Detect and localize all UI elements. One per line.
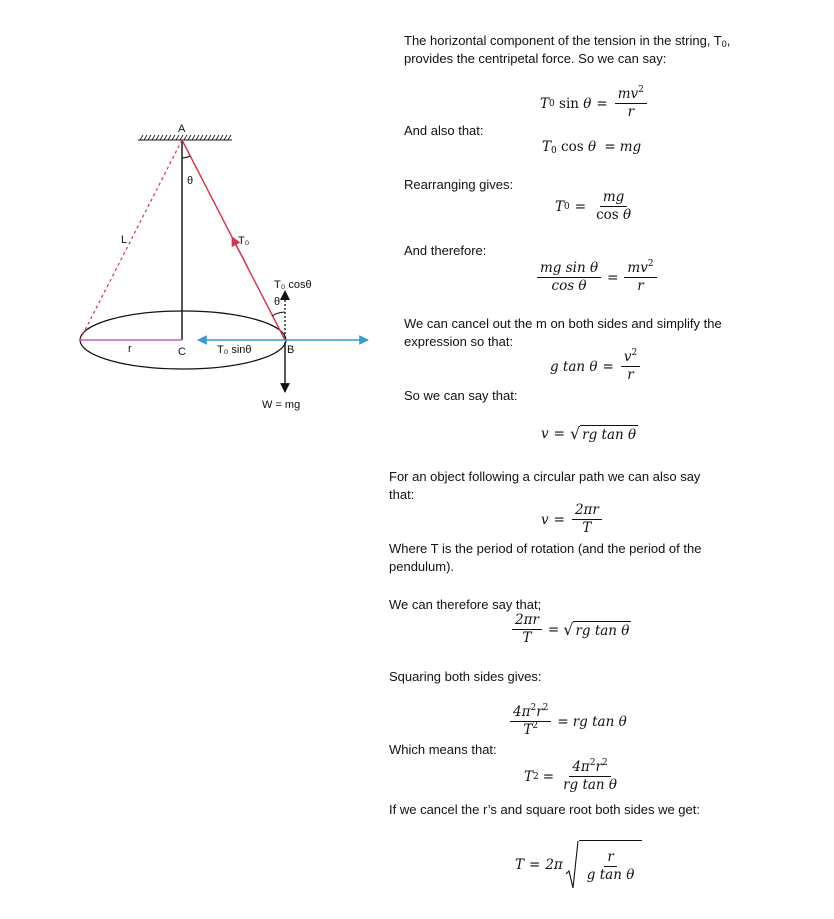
we-therefore-text: We can therefore say that; (389, 597, 542, 612)
e3-T: T (555, 198, 565, 215)
e8-fraction (512, 613, 542, 646)
e9-sq-den: 2 (532, 721, 539, 731)
where-line-1: Where T is the period of rotation (and the period of the (389, 541, 702, 556)
intro-line-1 (404, 32, 730, 50)
label-weight: W = mg (262, 399, 301, 411)
label-L: L (121, 234, 128, 246)
equation-5 (550, 350, 642, 383)
e11-lhs: T (515, 857, 525, 873)
e1-T: T (540, 95, 550, 112)
theta-arc-top (182, 156, 190, 158)
e10-num-a: 4π (572, 759, 590, 775)
e3-den-theta: θ (622, 207, 632, 223)
e1-eq: = (596, 95, 608, 112)
e11-coef: 2π (545, 857, 563, 873)
label-T0-sin: T₀ sinθ (217, 344, 252, 356)
where-line-2: pendulum). (389, 559, 455, 574)
equation-4 (535, 261, 659, 294)
e5-eq: = (602, 358, 614, 375)
e2-sub: 0 (551, 146, 557, 156)
circular-line-2: that: (389, 487, 415, 502)
e10-sq-a: 2 (589, 758, 596, 768)
equation-11 (515, 840, 642, 890)
e4-num: mg sin θ (537, 261, 601, 278)
e2-eq: = (604, 139, 616, 155)
e4-fraction-left (537, 261, 601, 294)
ceiling-hatch (138, 135, 232, 140)
e4-fraction-right (624, 261, 656, 294)
equation-2 (542, 139, 641, 155)
e6-lhs: v (541, 425, 549, 442)
e8-sqrt: √ rg tan θ (563, 620, 630, 639)
equation-6 (541, 424, 638, 443)
e8-num: 2πr (512, 613, 542, 630)
conical-pendulum-diagram (0, 0, 380, 440)
e3-fraction (593, 190, 634, 223)
rearranging-text: Rearranging gives: (404, 177, 514, 192)
equation-3: T 0 = $\frac{mg}{\text{cos θ}}$ (555, 190, 636, 223)
squaring-text: Squaring both sides gives: (389, 669, 542, 684)
label-T0-cos: T₀ cosθ (274, 279, 312, 291)
e2-rhs: mg (619, 139, 642, 155)
cancel-r-text: If we cancel the r’s and square root both sides we get: (389, 802, 700, 817)
e1-theta: θ (583, 95, 592, 112)
theta-arc-b (272, 312, 285, 316)
label-T0: T₀ (238, 235, 250, 247)
dashed-string-left (80, 140, 182, 340)
e7-eq: = (553, 511, 565, 528)
e9-sq-b: 2 (542, 703, 549, 713)
e7-lhs: v (541, 511, 549, 528)
e3-eq: = (574, 198, 587, 215)
e4-eq: = (607, 269, 619, 286)
e10-num-b: r (595, 759, 603, 775)
intro-end: , (726, 33, 731, 48)
equation-7 (541, 503, 604, 536)
e5-fraction (621, 350, 640, 383)
label-r: r (128, 343, 132, 355)
e4-rden: r (637, 278, 644, 294)
e5-den: r (627, 367, 634, 383)
e11-sqrt (565, 840, 643, 890)
e11-num: r (604, 850, 616, 867)
e5-sq: 2 (631, 348, 638, 358)
e1-num: mv (617, 86, 639, 102)
label-A: A (178, 123, 186, 135)
equation-1: T 0 sin θ = $\frac{mv^2}{r}$ (540, 87, 649, 120)
e1-fn: sin (554, 95, 584, 112)
e7-fraction (572, 503, 602, 536)
e9-sq-a: 2 (530, 703, 537, 713)
e10-lhs: T (524, 768, 534, 785)
e4-sq: 2 (647, 259, 654, 269)
e9-num-a: 4π (513, 704, 531, 720)
label-C: C (178, 346, 186, 358)
e7-num: 2πr (572, 503, 602, 520)
e5-num: v (623, 349, 632, 365)
e6-eq: = (553, 425, 565, 442)
e2-fn: cos (556, 139, 588, 155)
cancel-line-2: expression so that: (404, 334, 514, 349)
cancel-line-1: We can cancel out the m on both sides and simplify the (404, 316, 722, 331)
e4-rnum: mv (627, 260, 648, 276)
label-B: B (287, 344, 295, 356)
e1-den: r (627, 104, 635, 120)
which-text: Which means that: (389, 742, 497, 757)
intro-line-2: provides the centripetal force. So we can say: (404, 51, 667, 66)
label-theta-b: θ (274, 296, 281, 308)
circular-line-1: For an object following a circular path we can also say (389, 469, 701, 484)
e3-den-fn: cos (596, 207, 623, 223)
equation-9 (508, 705, 627, 738)
e8-eq: = (547, 621, 560, 638)
intro-sub: 0 (721, 39, 727, 49)
label-theta-top: θ (187, 175, 194, 187)
intro-text: The horizontal component of the tension in the string, T (404, 33, 722, 48)
e4-den: cos θ (551, 278, 587, 294)
e3-num: mg (600, 190, 627, 207)
e1-sq: 2 (638, 85, 644, 95)
e1-fraction (615, 87, 647, 120)
e9-den: T (523, 722, 533, 738)
e8-den: T (522, 630, 532, 646)
vertical-component-arrowhead (280, 290, 290, 300)
e2-T: T (542, 139, 552, 155)
e9-rhs: rg tan θ (572, 713, 627, 730)
e10-sq-b: 2 (602, 758, 608, 768)
e9-num-b: r (536, 704, 543, 720)
e2-theta: θ (587, 139, 597, 155)
so-we-text: So we can say that: (404, 388, 518, 403)
equation-10: T 2 = $\frac{4\pi^2r^2}{\text{rg tan θ}}$ (524, 760, 622, 793)
also-text: And also that: (404, 123, 484, 138)
e11-den: g tan θ (586, 867, 635, 883)
e11-eq: = (529, 857, 541, 873)
e6-rad: rg tan θ (582, 426, 637, 443)
e11-radical-sign (565, 840, 579, 890)
e5-lhs: g tan θ (550, 358, 598, 375)
equation-8 (510, 613, 631, 646)
e7-den: T (582, 520, 592, 536)
e10-fraction (560, 760, 620, 793)
e9-fraction (510, 705, 551, 738)
e6-sqrt: √ rg tan θ (569, 424, 637, 443)
e10-den: rg tan θ (563, 777, 618, 793)
therefore-text: And therefore: (404, 243, 487, 258)
e9-eq: = (557, 713, 569, 730)
e11-fraction (584, 850, 638, 883)
e10-eq: = (542, 768, 555, 785)
e8-rad: rg tan θ (575, 622, 630, 639)
